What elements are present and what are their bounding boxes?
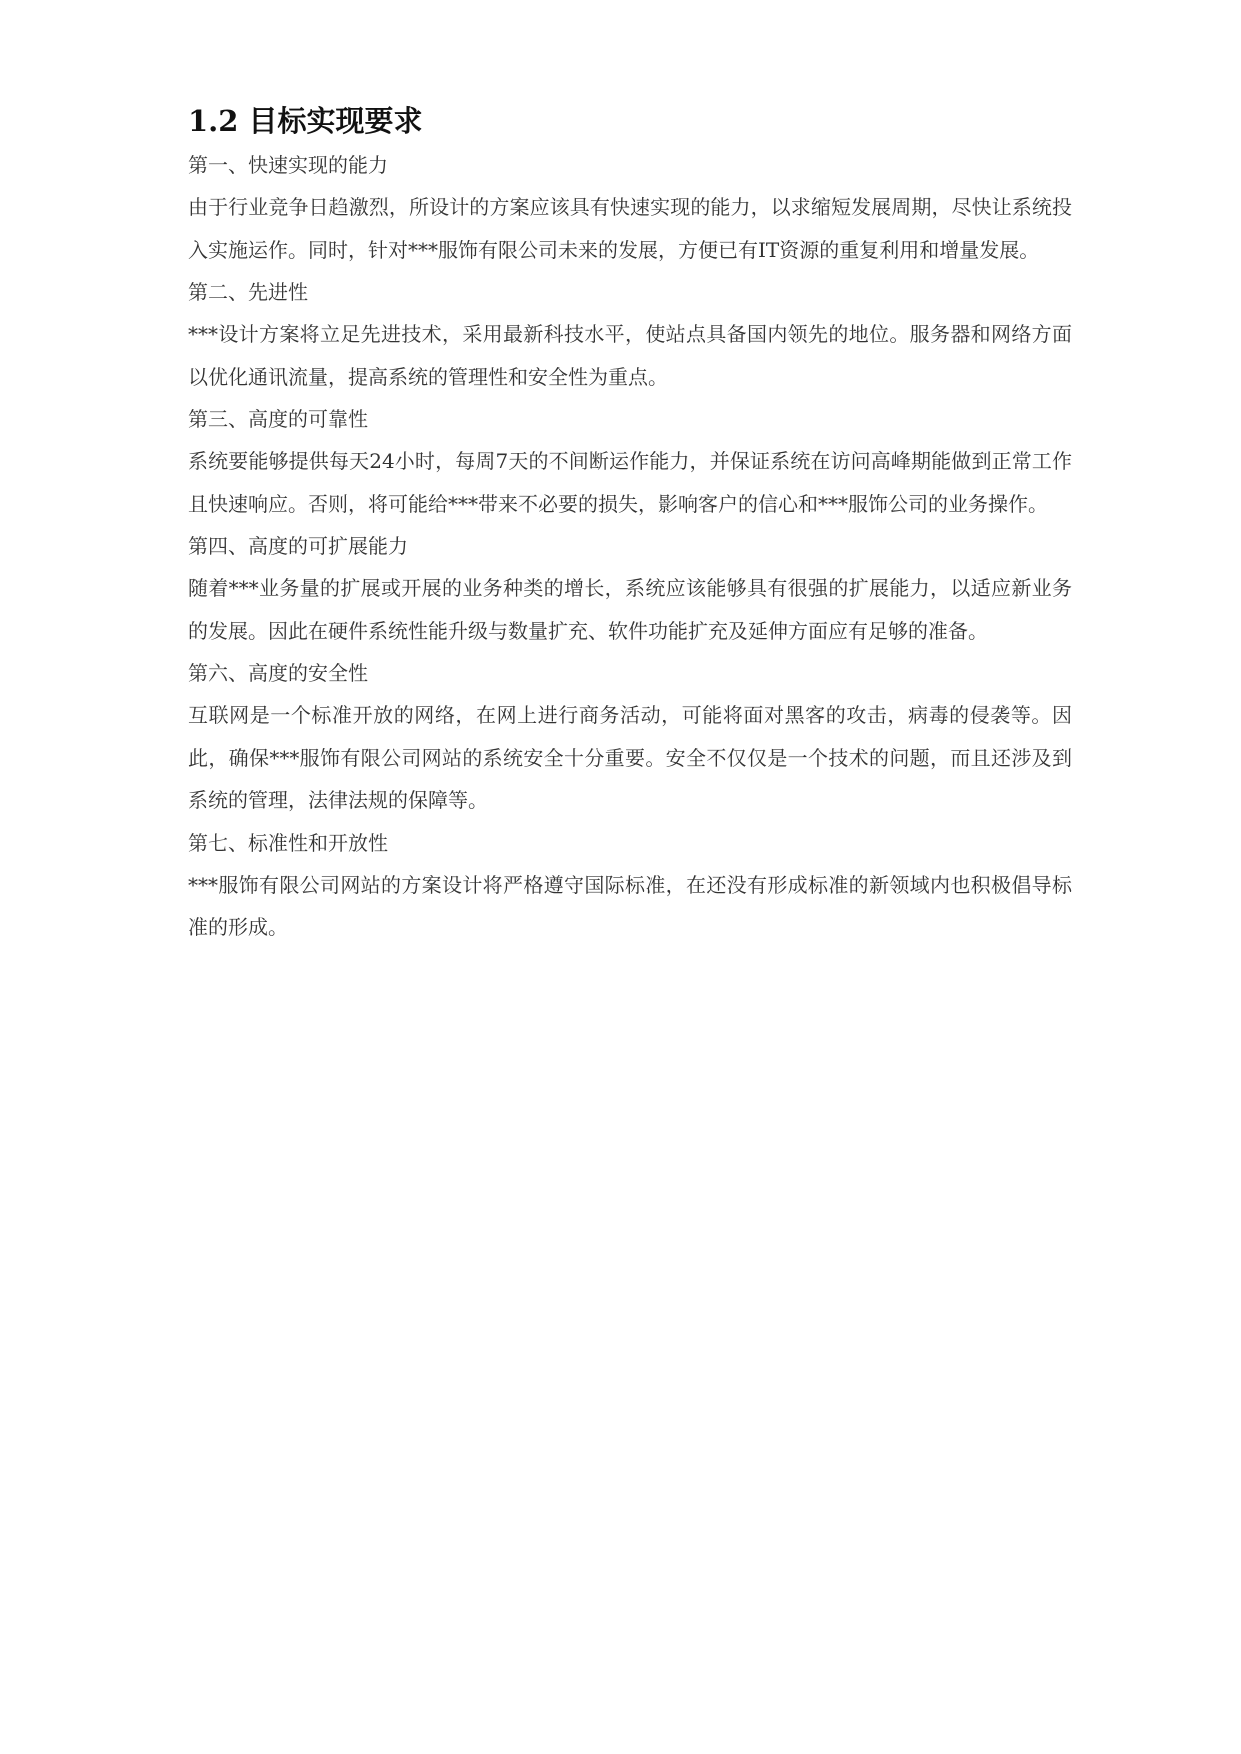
section-body: ***服饰有限公司网站的方案设计将严格遵守国际标准，在还没有形成标准的新领域内也积极倡导标准的形成。 — [188, 872, 1072, 939]
section-standards-openness — [188, 822, 1072, 949]
section-security — [188, 652, 1072, 822]
section-title: 第六、高度的安全性 — [188, 661, 368, 685]
section-title: 第三、高度的可靠性 — [188, 407, 368, 431]
section-title: 第一、快速实现的能力 — [188, 153, 388, 177]
section-body: 互联网是一个标准开放的网络，在网上进行商务活动，可能将面对黑客的攻击，病毒的侵袭等。因此，确保***服饰有限公司网站的系统安全十分重要。安全不仅仅是一个技术的问题，而且还涉及到系统的管理，法律法规的保障等。 — [188, 703, 1072, 812]
section-title: 第七、标准性和开放性 — [188, 830, 388, 855]
section-body: 随着***业务量的扩展或开展的业务种类的增长，系统应该能够具有很强的扩展能力，以适应新业务的发展。因此在硬件系统性能升级与数量扩充、软件功能扩充及延伸方面应有足够的准备。 — [188, 576, 1072, 643]
section-body: 由于行业竞争日趋激烈，所设计的方案应该具有快速实现的能力，以求缩短发展周期，尽快让系统投入实施运作。同时，针对***服饰有限公司未来的发展，方便已有IT资源的重复利用和增量发展。 — [188, 195, 1072, 262]
section-title: 第四、高度的可扩展能力 — [188, 534, 408, 558]
section-body: 系统要能够提供每天24小时，每周7天的不间断运作能力，并保证系统在访问高峰期能做到正常工作且快速响应。否则，将可能给***带来不必要的损失，影响客户的信心和***服饰公司的业务操作。 — [188, 449, 1072, 516]
section-body: ***设计方案将立足先进技术，采用最新科技水平，使站点具备国内领先的地位。服务器和网络方面以优化通讯流量，提高系统的管理性和安全性为重点。 — [188, 322, 1072, 389]
section-advanced — [188, 271, 1072, 398]
section-scalability — [188, 525, 1072, 652]
section-reliability — [188, 398, 1072, 525]
section-rapid-implementation — [188, 144, 1072, 271]
document-page — [188, 98, 1072, 949]
section-heading: 1.2 目标实现要求 — [188, 104, 423, 138]
section-title: 第二、先进性 — [188, 280, 308, 304]
